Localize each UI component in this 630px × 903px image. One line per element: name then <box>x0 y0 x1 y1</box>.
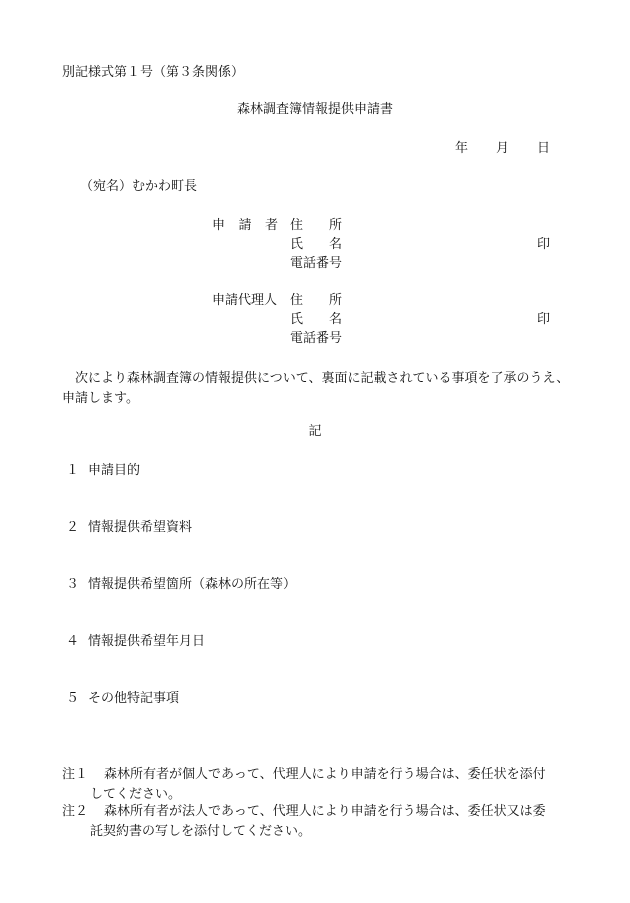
agent-name-char: 氏 <box>290 312 304 327</box>
agent-phone-label: 電話番号 <box>290 331 343 346</box>
agent-address-char: 所 <box>328 293 342 308</box>
list-item <box>66 521 192 534</box>
agent-name-char: 名 <box>328 312 342 327</box>
note-text-continued: 託契約書の写しを添付してください。 <box>90 824 312 839</box>
list-item <box>66 578 296 591</box>
applicant-role-char: 請 <box>238 218 252 233</box>
agent-role-label: 申請代理人 <box>212 293 278 308</box>
date-month-label: 月 <box>496 141 510 156</box>
item-number: ４ <box>66 634 80 649</box>
application-statement: 次により森林調査簿の情報提供について、裏面に記載されている事項を了承のうえ、申請します。 <box>62 371 570 406</box>
ki-heading: 記 <box>308 424 322 439</box>
applicant-phone-label: 電話番号 <box>290 256 343 271</box>
applicant-address-label <box>290 219 342 232</box>
agent-address-char: 住 <box>290 293 304 308</box>
item-number: ２ <box>66 520 80 535</box>
agent-address-label <box>290 294 342 307</box>
date-day-label: 日 <box>537 141 551 156</box>
item-label: その他特記事項 <box>88 691 180 706</box>
agent-name-label <box>290 313 342 326</box>
applicant-role-char: 者 <box>264 218 278 233</box>
note <box>62 802 576 842</box>
item-label: 申請目的 <box>88 463 141 478</box>
note-text: 森林所有者が個人であって、代理人により申請を行う場合は、委任状を添付 <box>104 767 546 782</box>
applicant-name-char: 名 <box>328 237 342 252</box>
applicant-address-char: 住 <box>290 218 304 233</box>
item-label: 情報提供希望資料 <box>88 520 193 535</box>
item-number: ３ <box>66 577 80 592</box>
applicant-name-char: 氏 <box>290 237 304 252</box>
applicant-seal-mark: 印 <box>537 237 551 252</box>
document-title: 森林調査簿情報提供申請書 <box>236 102 393 117</box>
item-label: 情報提供希望箇所（森林の所在等） <box>88 577 297 592</box>
list-item <box>66 464 140 477</box>
list-item <box>66 635 205 648</box>
applicant-name-label <box>290 238 342 251</box>
note-label: 注２ <box>62 804 89 819</box>
note-text: 森林所有者が法人であって、代理人により申請を行う場合は、委任状又は委 <box>104 804 546 819</box>
applicant-role-label <box>212 219 278 232</box>
form-number-label: 別記様式第１号（第３条関係） <box>62 65 245 80</box>
item-number: １ <box>66 463 80 478</box>
note-label: 注１ <box>62 767 89 782</box>
addressee: （宛名）むかわ町長 <box>80 179 198 194</box>
agent-seal-mark: 印 <box>537 312 551 327</box>
item-number: ５ <box>66 691 80 706</box>
applicant-role-char: 申 <box>212 218 226 233</box>
item-label: 情報提供希望年月日 <box>88 634 206 649</box>
list-item <box>66 692 179 705</box>
date-year-label: 年 <box>455 141 469 156</box>
note <box>62 765 576 805</box>
note-text-continued: してください。 <box>90 787 182 802</box>
applicant-address-char: 所 <box>328 218 342 233</box>
